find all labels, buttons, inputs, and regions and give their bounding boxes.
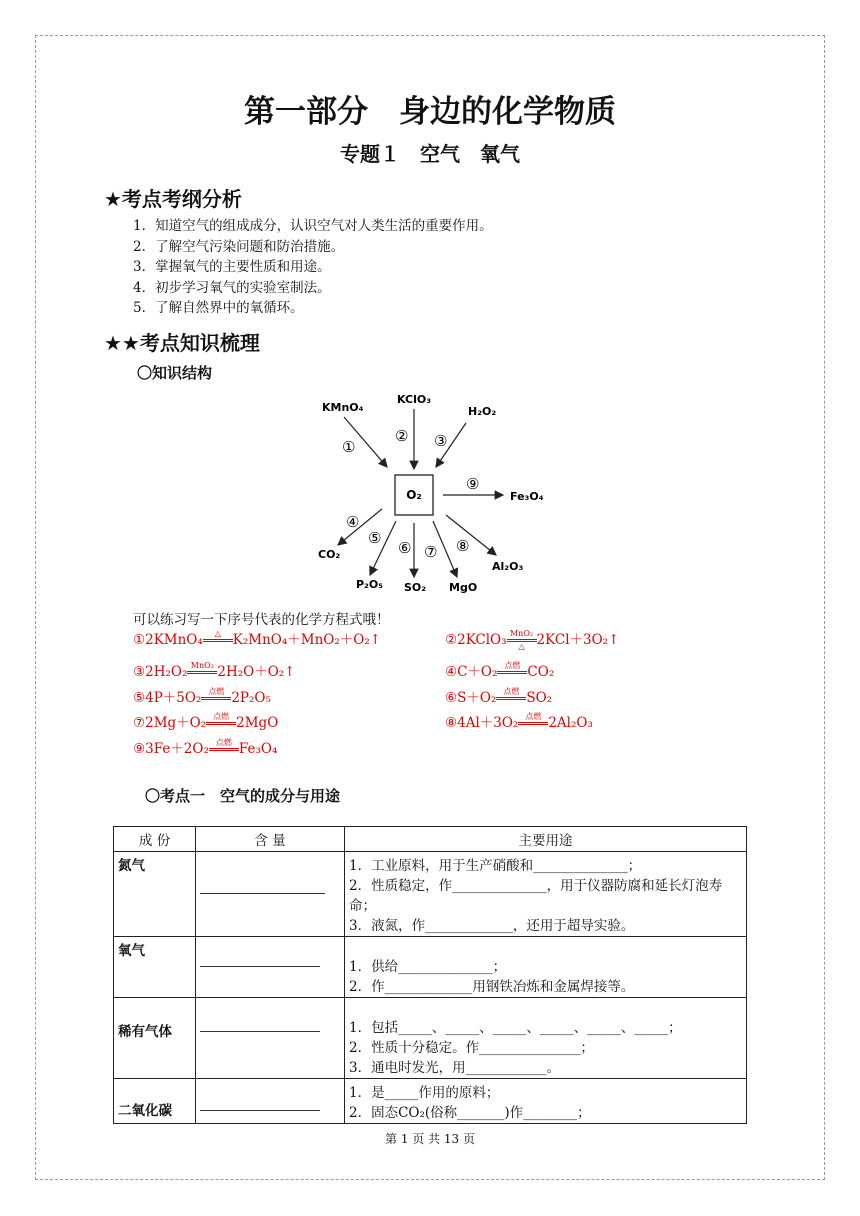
node-h2o2: H₂O₂ [468,405,497,418]
page-subtitle: 专题１ 空气 氧气 [340,142,520,166]
list-item: 2．了解空气污染问题和防治措施。 [133,238,345,255]
equation-2: ②2KClO₃ MnO₂ △ 2KCl＋3O₂↑ [445,629,620,651]
num-2: ② [395,427,409,445]
section-heading-knowledge: ★★考点知识梳理 [104,331,260,355]
num-5: ⑤ [368,529,382,547]
page-title: 第一部分 身边的化学物质 [244,94,616,130]
num-3: ③ [434,432,448,450]
content-blank[interactable] [196,937,345,998]
num-9: ⑨ [466,475,480,493]
equation-9: ⑨3Fe＋2O₂ 点燃 Fe₃O₄ [133,738,278,757]
node-al2o3: Al₂O₃ [492,560,524,573]
content-blank[interactable] [196,998,345,1079]
node-so2: SO₂ [404,581,427,594]
equation-4: ④C＋O₂ 点燃 CO₂ [445,661,555,680]
table-row [114,852,747,937]
point1-heading: 〇考点一 空气的成分与用途 [145,787,341,805]
table-row [114,998,747,1079]
num-7: ⑦ [424,543,438,561]
num-4: ④ [346,513,360,531]
content-blank[interactable] [196,852,345,937]
table-row [114,937,747,998]
air-components-table [113,826,747,1124]
equation-1: ①2KMnO₄ △ K₂MnO₄＋MnO₂＋O₂↑ [133,629,382,648]
syllabus-list [133,216,493,319]
section-heading-syllabus: ★考点考纲分析 [104,187,242,211]
list-item: 5．了解自然界中的氧循环。 [133,300,304,316]
num-8: ⑧ [456,537,470,555]
row-name: 稀有气体 [114,998,196,1079]
page-footer: 第 1 页 共 13 页 [385,1132,475,1146]
list-item: 4．初步学习氧气的实验室制法。 [133,279,331,296]
diagram-center: O₂ [406,488,422,502]
row-uses: 1．工业原料，用于生产硝酸和______________； 2．性质稳定，作______________，用于仪器防腐和延长灯泡寿命； 3．液氮，作_____________，还用于超导实验。 [345,852,747,937]
row-name: 二氧化碳 [114,1079,196,1124]
num-1: ① [342,438,356,456]
num-6: ⑥ [398,539,412,557]
equation-7: ⑦2Mg＋O₂ 点燃 2MgO [133,712,279,731]
row-uses: 1．供给______________； 2．作_____________用钢铁冶炼和金属焊接等。 [345,937,747,998]
node-co2: CO₂ [318,548,341,561]
equation-6: ⑥S＋O₂ 点燃 SO₂ [445,687,553,706]
row-uses: 1．包括_____、_____、_____、_____、_____、_____； 2．性质十分稳定。作_______________； 3．通电时发光，用____________。 [345,998,747,1079]
oxygen-reaction-diagram [300,385,560,600]
list-item: 1．知道空气的组成成分，认识空气对人类生活的重要作用。 [133,218,493,234]
knowledge-structure-label: 〇知识结构 [137,364,213,382]
header-content: 含 量 [196,827,345,852]
node-p2o5: P₂O₅ [356,578,384,591]
content-blank[interactable] [196,1079,345,1124]
list-item: 3．掌握氧气的主要性质和用途。 [133,259,331,275]
practice-prompt: 可以练习写一下序号代表的化学方程式哦！ [133,612,390,628]
table-header-row [114,827,747,852]
equation-3: ③2H₂O₂ MnO₂ 2H₂O＋O₂↑ [133,661,296,680]
header-component: 成 份 [114,827,196,852]
node-kmno4: KMnO₄ [322,401,364,414]
equation-5: ⑤4P＋5O₂ 点燃 2P₂O₅ [133,687,271,706]
row-uses: 1．是_____作用的原料； 2．固态CO₂(俗称_______)作________； [345,1079,747,1124]
node-mgo: MgO [449,581,478,594]
table-row [114,1079,747,1124]
row-name: 氧气 [114,937,196,998]
row-name: 氮气 [114,852,196,937]
equation-8: ⑧4Al＋3O₂ 点燃 2Al₂O₃ [445,712,593,731]
header-uses: 主要用途 [345,827,747,852]
node-fe3o4: Fe₃O₄ [510,490,544,503]
node-kclo3: KClO₃ [397,393,432,406]
